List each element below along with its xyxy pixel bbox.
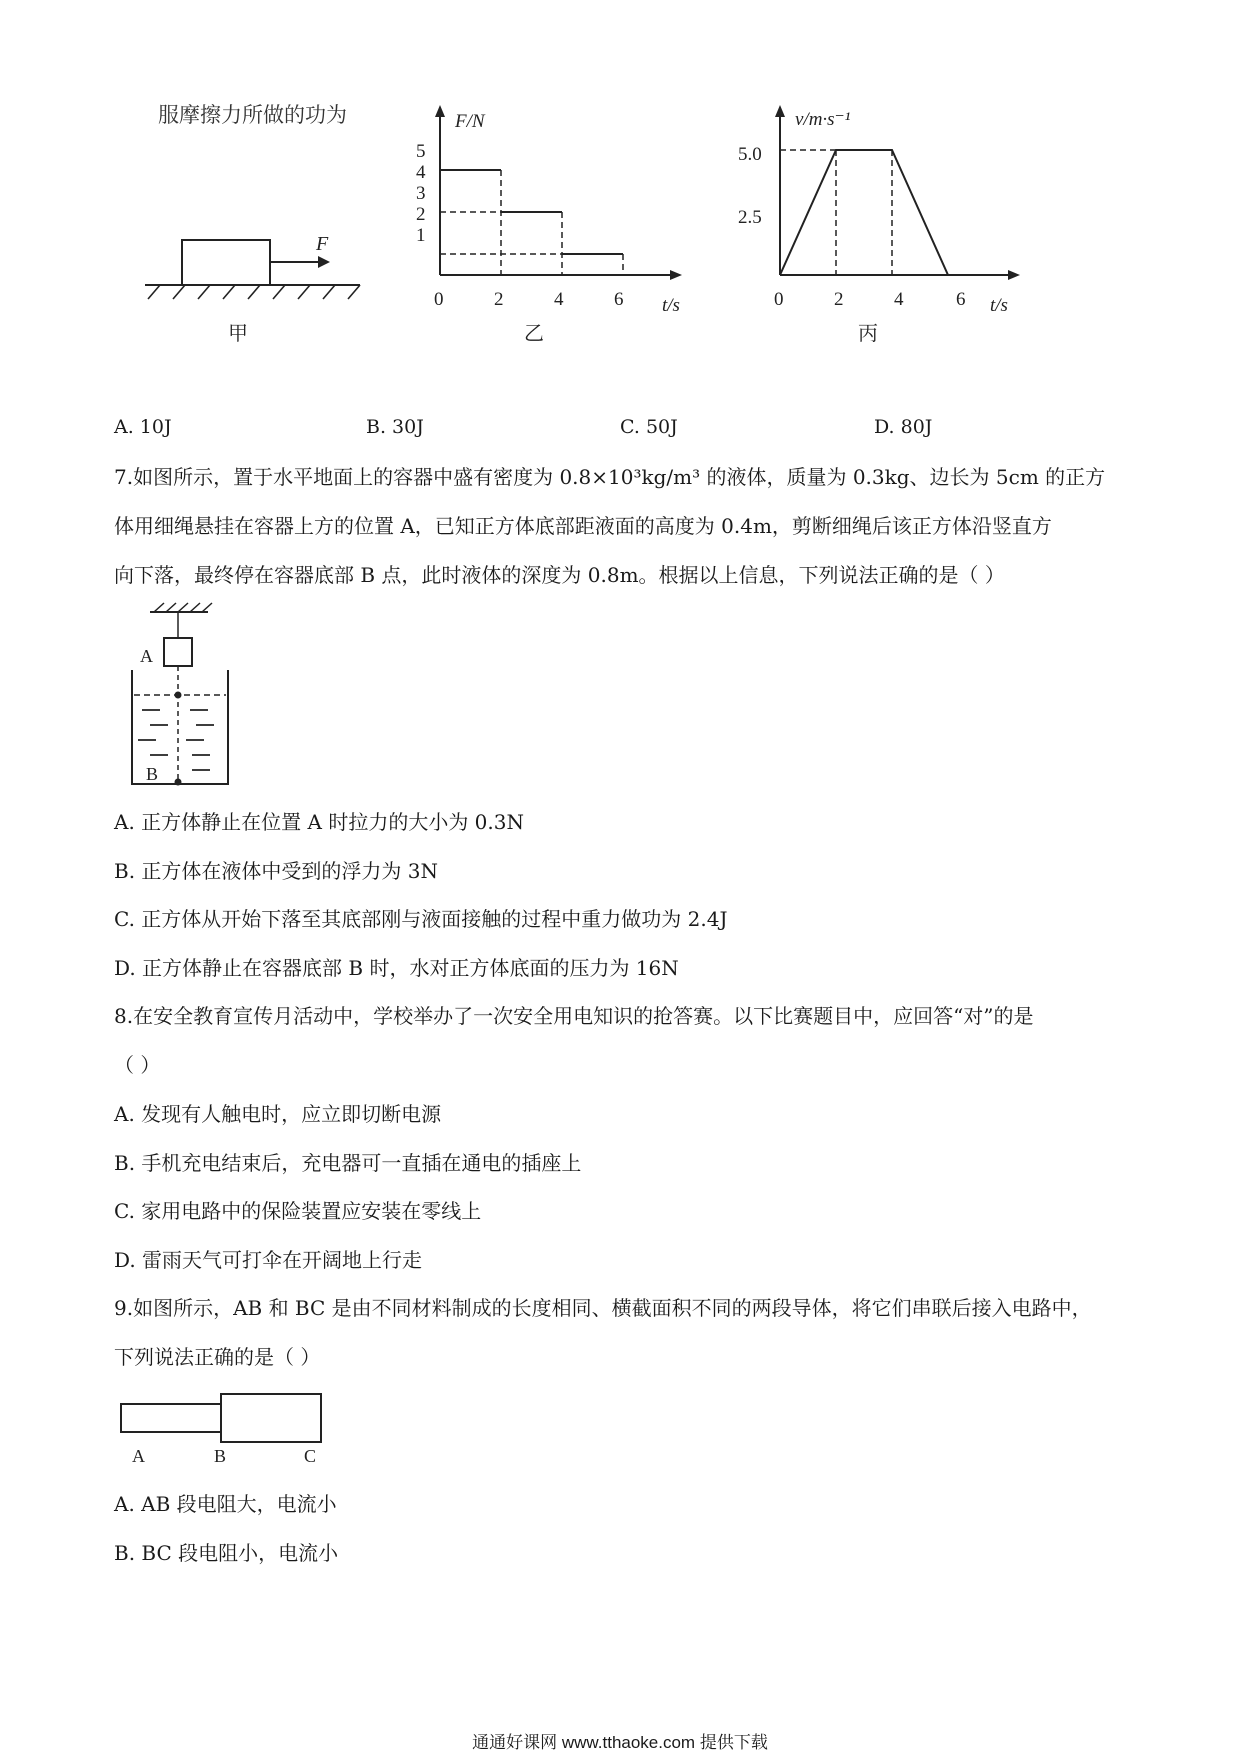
yi-y-tick: 4: [416, 162, 426, 183]
yi-x-tick: 4: [554, 289, 564, 310]
bing-y-label: v/m·s⁻¹: [795, 109, 851, 130]
bing-y-tick: 5.0: [738, 144, 762, 165]
bing-x-tick: 6: [956, 289, 966, 310]
q8-option-d[interactable]: D. 雷雨天气可打伞在开阔地上行走: [114, 1248, 423, 1272]
q8-stem-line: （ ）: [114, 1053, 161, 1077]
yi-x-tick: 6: [614, 289, 624, 310]
bing-x-tick: 2: [834, 289, 844, 310]
q9-stem-line: 9.如图所示，AB 和 BC 是由不同材料制成的长度相同、横截面积不同的两段导体，将它们串联后接入电路中，: [114, 1296, 1092, 1320]
top-figure: [130, 95, 1030, 355]
bing-y-tick: 2.5: [738, 207, 762, 228]
yi-caption: 乙: [524, 323, 544, 345]
q8-stem-line: 8.在安全教育宣传月活动中，学校举办了一次安全用电知识的抢答赛。以下比赛题目中，应回答“对”的是: [114, 1004, 1034, 1028]
bing-x-tick: 4: [894, 289, 904, 310]
liquid-dashes: [138, 710, 214, 770]
surface-point: [175, 692, 182, 699]
block: [182, 240, 270, 285]
q9-option-b[interactable]: B. BC 段电阻小，电流小: [114, 1541, 339, 1565]
yi-y-arrowhead: [435, 105, 445, 117]
q7-figure-svg: [120, 600, 240, 790]
force-label: F: [316, 233, 329, 255]
position-a-label: A: [140, 646, 153, 666]
q7-option-c[interactable]: C. 正方体从开始下落至其底部刚与液面接触的过程中重力做功为 2.4J: [114, 907, 728, 931]
yi-chart: [416, 105, 682, 345]
q6-option-a[interactable]: A. 10J: [114, 416, 172, 438]
q6-option-c[interactable]: C. 50J: [620, 416, 678, 438]
yi-x-arrowhead: [670, 270, 682, 280]
jia-caption: 甲: [228, 323, 248, 345]
bing-x-tick: 0: [774, 289, 784, 310]
q6-option-b[interactable]: B. 30J: [366, 416, 424, 438]
conductor-ab: [121, 1404, 221, 1432]
conductor-bc: [221, 1394, 321, 1442]
yi-y-tick: 1: [416, 225, 426, 246]
yi-x-tick: 2: [494, 289, 504, 310]
footer: 通通好课网 www.tthaoke.com 提供下载: [472, 1733, 768, 1752]
top-figure-svg: [130, 95, 1030, 355]
point-b-label: B: [214, 1446, 227, 1465]
force-arrowhead: [318, 256, 330, 268]
q7-stem-line: 7.如图所示，置于水平地面上的容器中盛有密度为 0.8×10³kg/m³ 的液体，质量为 0.3kg、边长为 5cm 的正方: [114, 465, 1106, 489]
q7-stem-line: 体用细绳悬挂在容器上方的位置 A，已知正方体底部距液面的高度为 0.4m，剪断细绳后该正方体沿竖直方: [114, 514, 1052, 538]
q6-option-d[interactable]: D. 80J: [874, 416, 933, 438]
bing-chart: [738, 105, 1020, 345]
bing-caption: 丙: [858, 323, 878, 345]
position-b-label: B: [146, 764, 159, 784]
yi-y-label: F/N: [455, 111, 485, 132]
q7-figure: [120, 600, 240, 790]
yi-x-label: t/s: [662, 295, 680, 316]
ground-hatch: [148, 285, 360, 299]
bing-x-label: t/s: [990, 295, 1008, 316]
jia-figure: [145, 233, 360, 345]
q7-option-a[interactable]: A. 正方体静止在位置 A 时拉力的大小为 0.3N: [114, 810, 524, 834]
bing-x-arrowhead: [1008, 270, 1020, 280]
yi-y-tick: 5: [416, 141, 426, 162]
q9-stem-line: 下列说法正确的是（ ）: [114, 1345, 321, 1369]
q9-option-a[interactable]: A. AB 段电阻大，电流小: [114, 1492, 337, 1516]
bing-y-arrowhead: [775, 105, 785, 117]
q7-stem-line: 向下落，最终停在容器底部 B 点，此时液体的深度为 0.8m。根据以上信息，下列说法正确的是（ ）: [114, 563, 1005, 587]
q9-figure-svg: [118, 1390, 338, 1465]
yi-x-tick: 0: [434, 289, 444, 310]
yi-y-tick: 3: [416, 183, 426, 204]
velocity-line: [780, 150, 948, 275]
bottom-point: [175, 779, 182, 786]
q8-option-a[interactable]: A. 发现有人触电时，应立即切断电源: [114, 1102, 442, 1126]
point-a-label: A: [132, 1446, 145, 1465]
q8-option-c[interactable]: C. 家用电路中的保险装置应安装在零线上: [114, 1199, 482, 1223]
yi-y-tick: 2: [416, 204, 426, 225]
q7-option-b[interactable]: B. 正方体在液体中受到的浮力为 3N: [114, 859, 438, 883]
cube: [164, 638, 192, 666]
q9-figure: [118, 1390, 338, 1465]
q7-option-d[interactable]: D. 正方体静止在容器底部 B 时，水对正方体底面的压力为 16N: [114, 956, 679, 980]
point-c-label: C: [304, 1446, 317, 1465]
ceiling-hatch: [154, 603, 212, 612]
partial-caption-text: 服摩擦力所做的功为: [158, 103, 347, 127]
q8-option-b[interactable]: B. 手机充电结束后，充电器可一直插在通电的插座上: [114, 1151, 582, 1175]
